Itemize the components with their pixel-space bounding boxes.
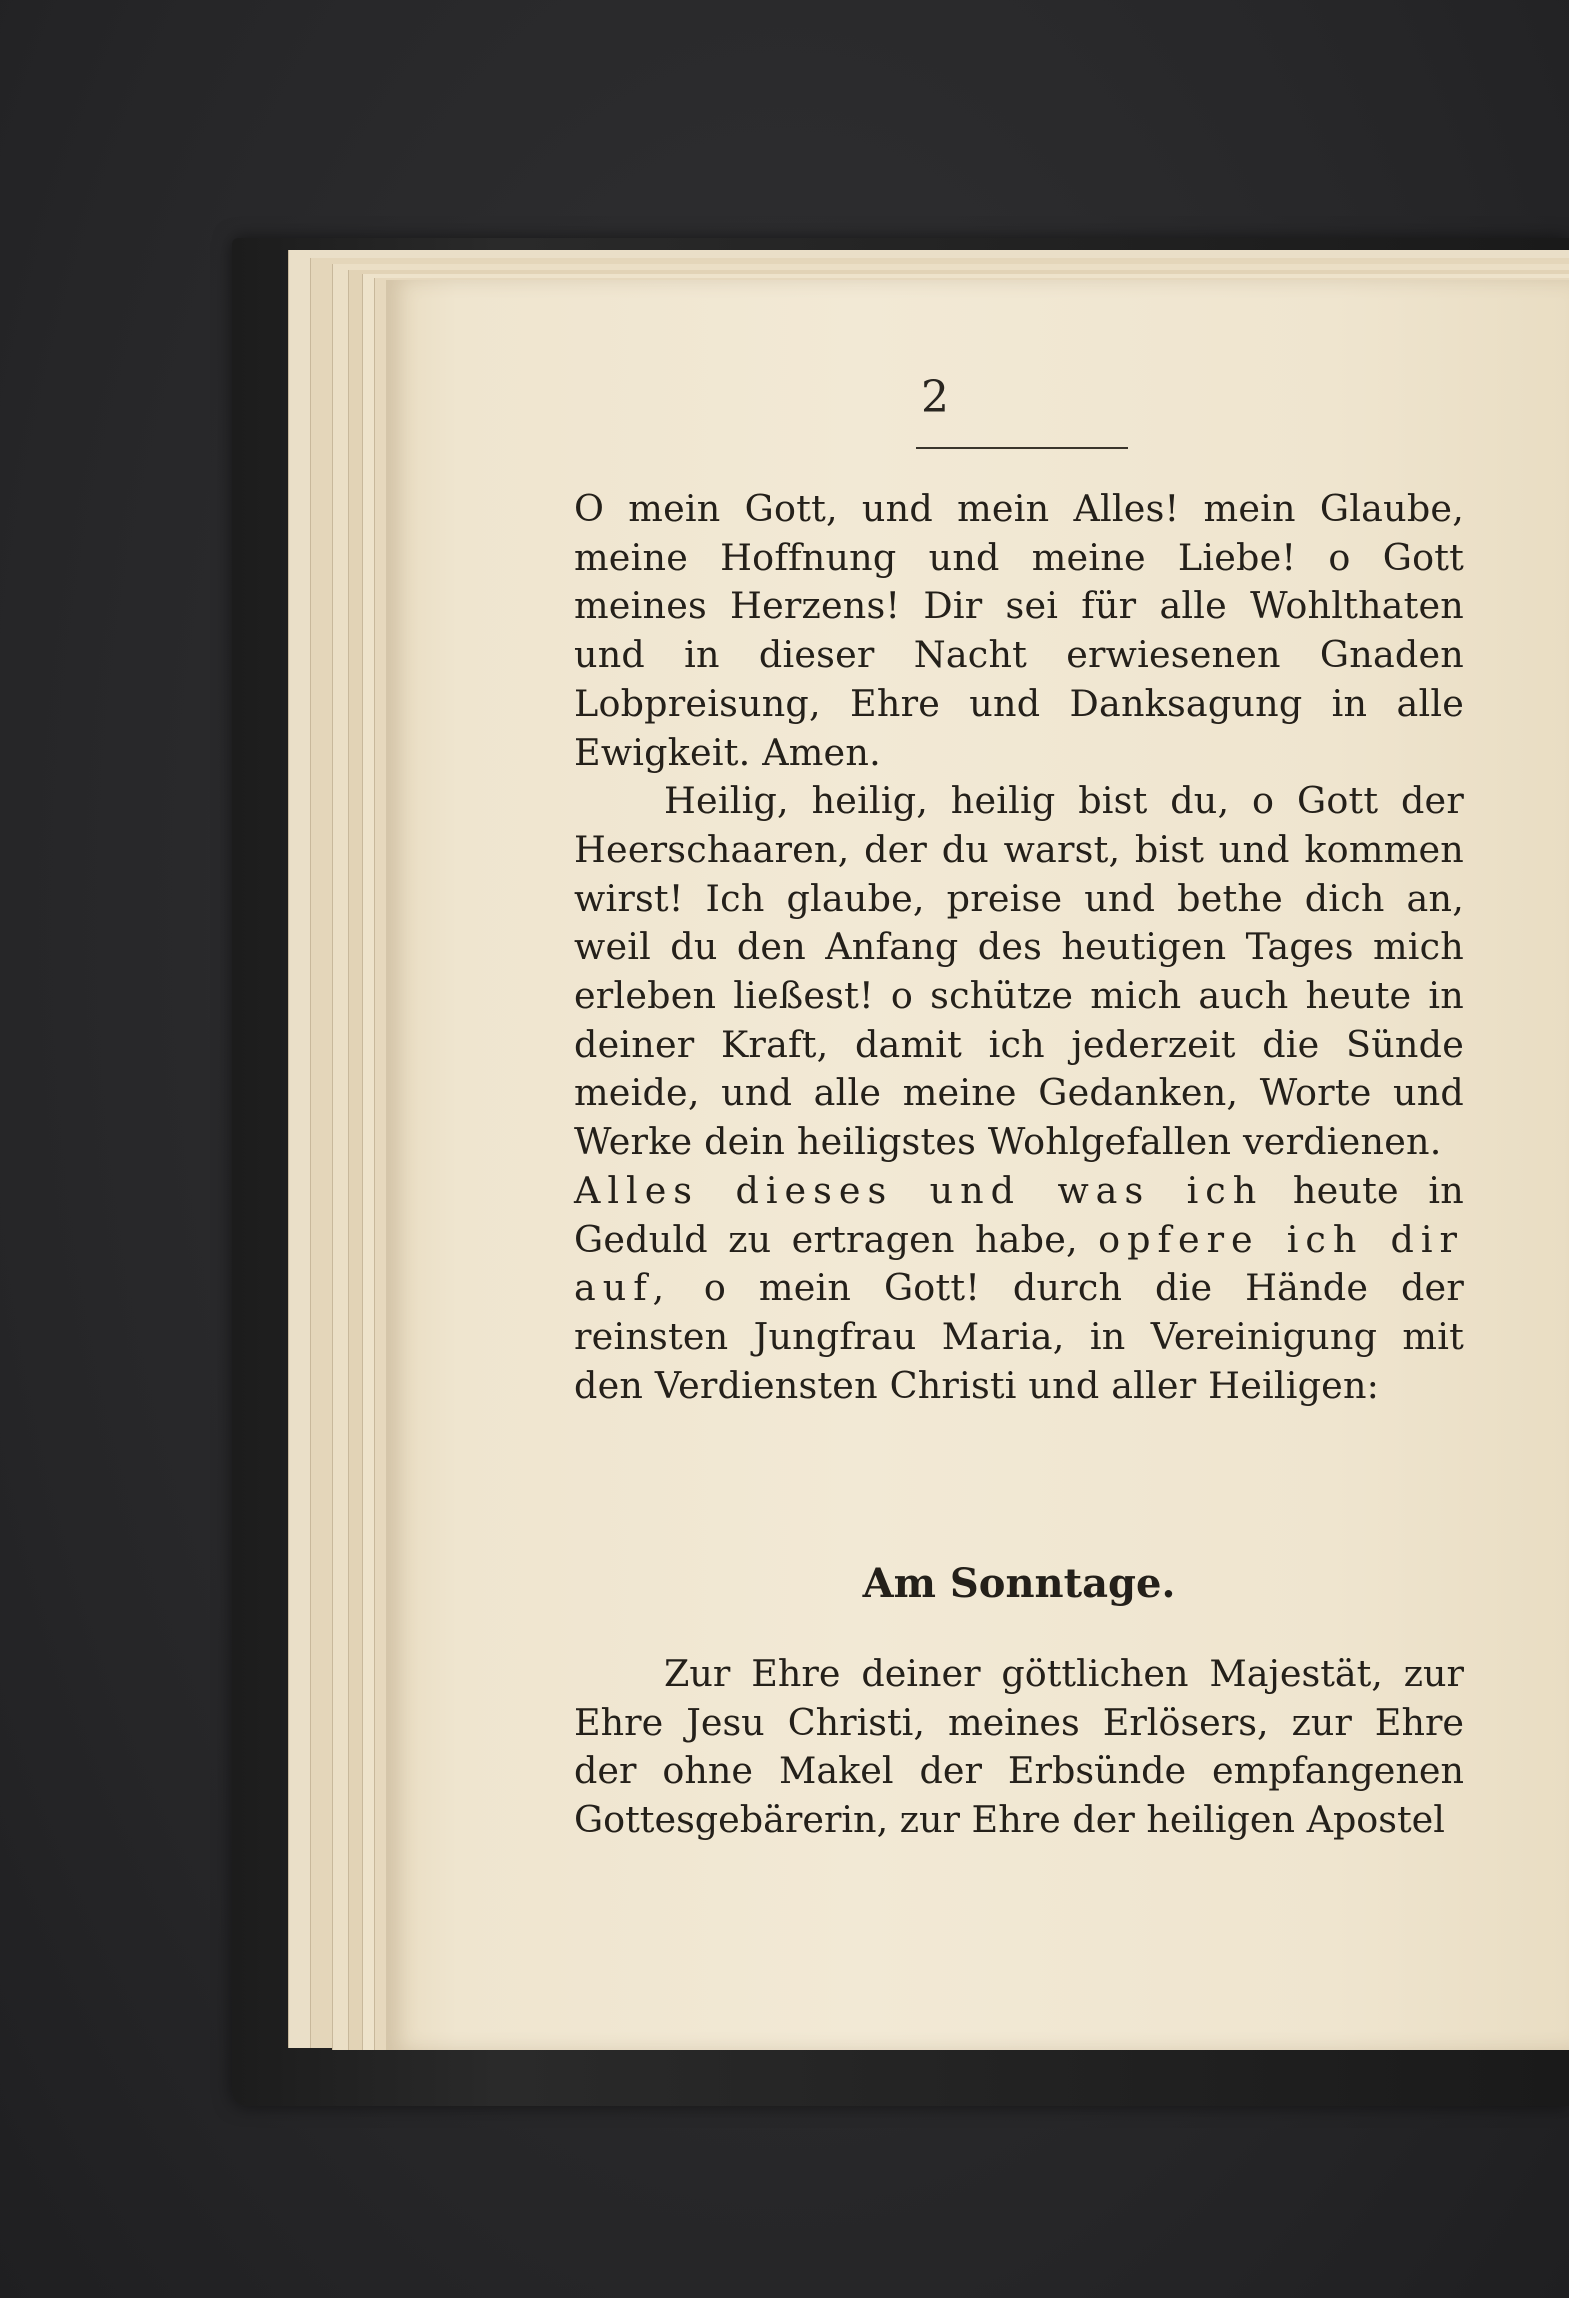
page-body-text-2: [574, 1650, 1464, 1845]
paragraph-3-mid: heute in Geduld zu ertragen habe,: [574, 1168, 1464, 1261]
section-heading: Am Sonntage.: [862, 1560, 1176, 1607]
spaced-text: Alles dieses und was ich: [574, 1168, 1264, 1212]
paragraph-2: Heilig, heilig, heilig bist du, o Gott der Heerschaaren, der du warst, bist und kommen wirst! Ich glaube, preise und bethe dich an, weil du den Anfang des heutigen Tages mich erleben ließest! o schütze mich auch heute in deiner Kraft, damit ich jederzeit die Sünde meide, und alle meine Gedanken, Worte und Werke dein heiligstes Wohlgefallen verdienen.: [574, 779, 1464, 1164]
book-page: [386, 280, 1569, 2050]
header-rule: [916, 447, 1128, 449]
page-number: 2: [921, 372, 949, 423]
paragraph-3: [574, 1167, 1464, 1411]
page-body-text: [574, 485, 1464, 1410]
paragraph-1: O mein Gott, und mein Alles! mein Glaube, meine Hoffnung und meine Liebe! o Gott meines Herzens! Dir sei für alle Wohlthaten und in dieser Nacht erwiesenen Gnaden Lobpreisung, Ehre und Danksagung in alle Ewigkeit. Amen.: [574, 487, 1464, 774]
paragraph-3-tail: o mein Gott! durch die Hände der reinsten Jungfrau Maria, in Vereinigung mit den Verdiensten Christi und aller Heiligen:: [574, 1266, 1464, 1407]
spaced-text: opfere ich dir auf,: [574, 1217, 1464, 1310]
paragraph-4: Zur Ehre deiner göttlichen Majestät, zur Ehre Jesu Christi, meines Erlösers, zur Ehre der ohne Makel der Erbsünde empfangenen Gottesgebärerin, zur Ehre der heiligen Apostel: [574, 1652, 1464, 1842]
